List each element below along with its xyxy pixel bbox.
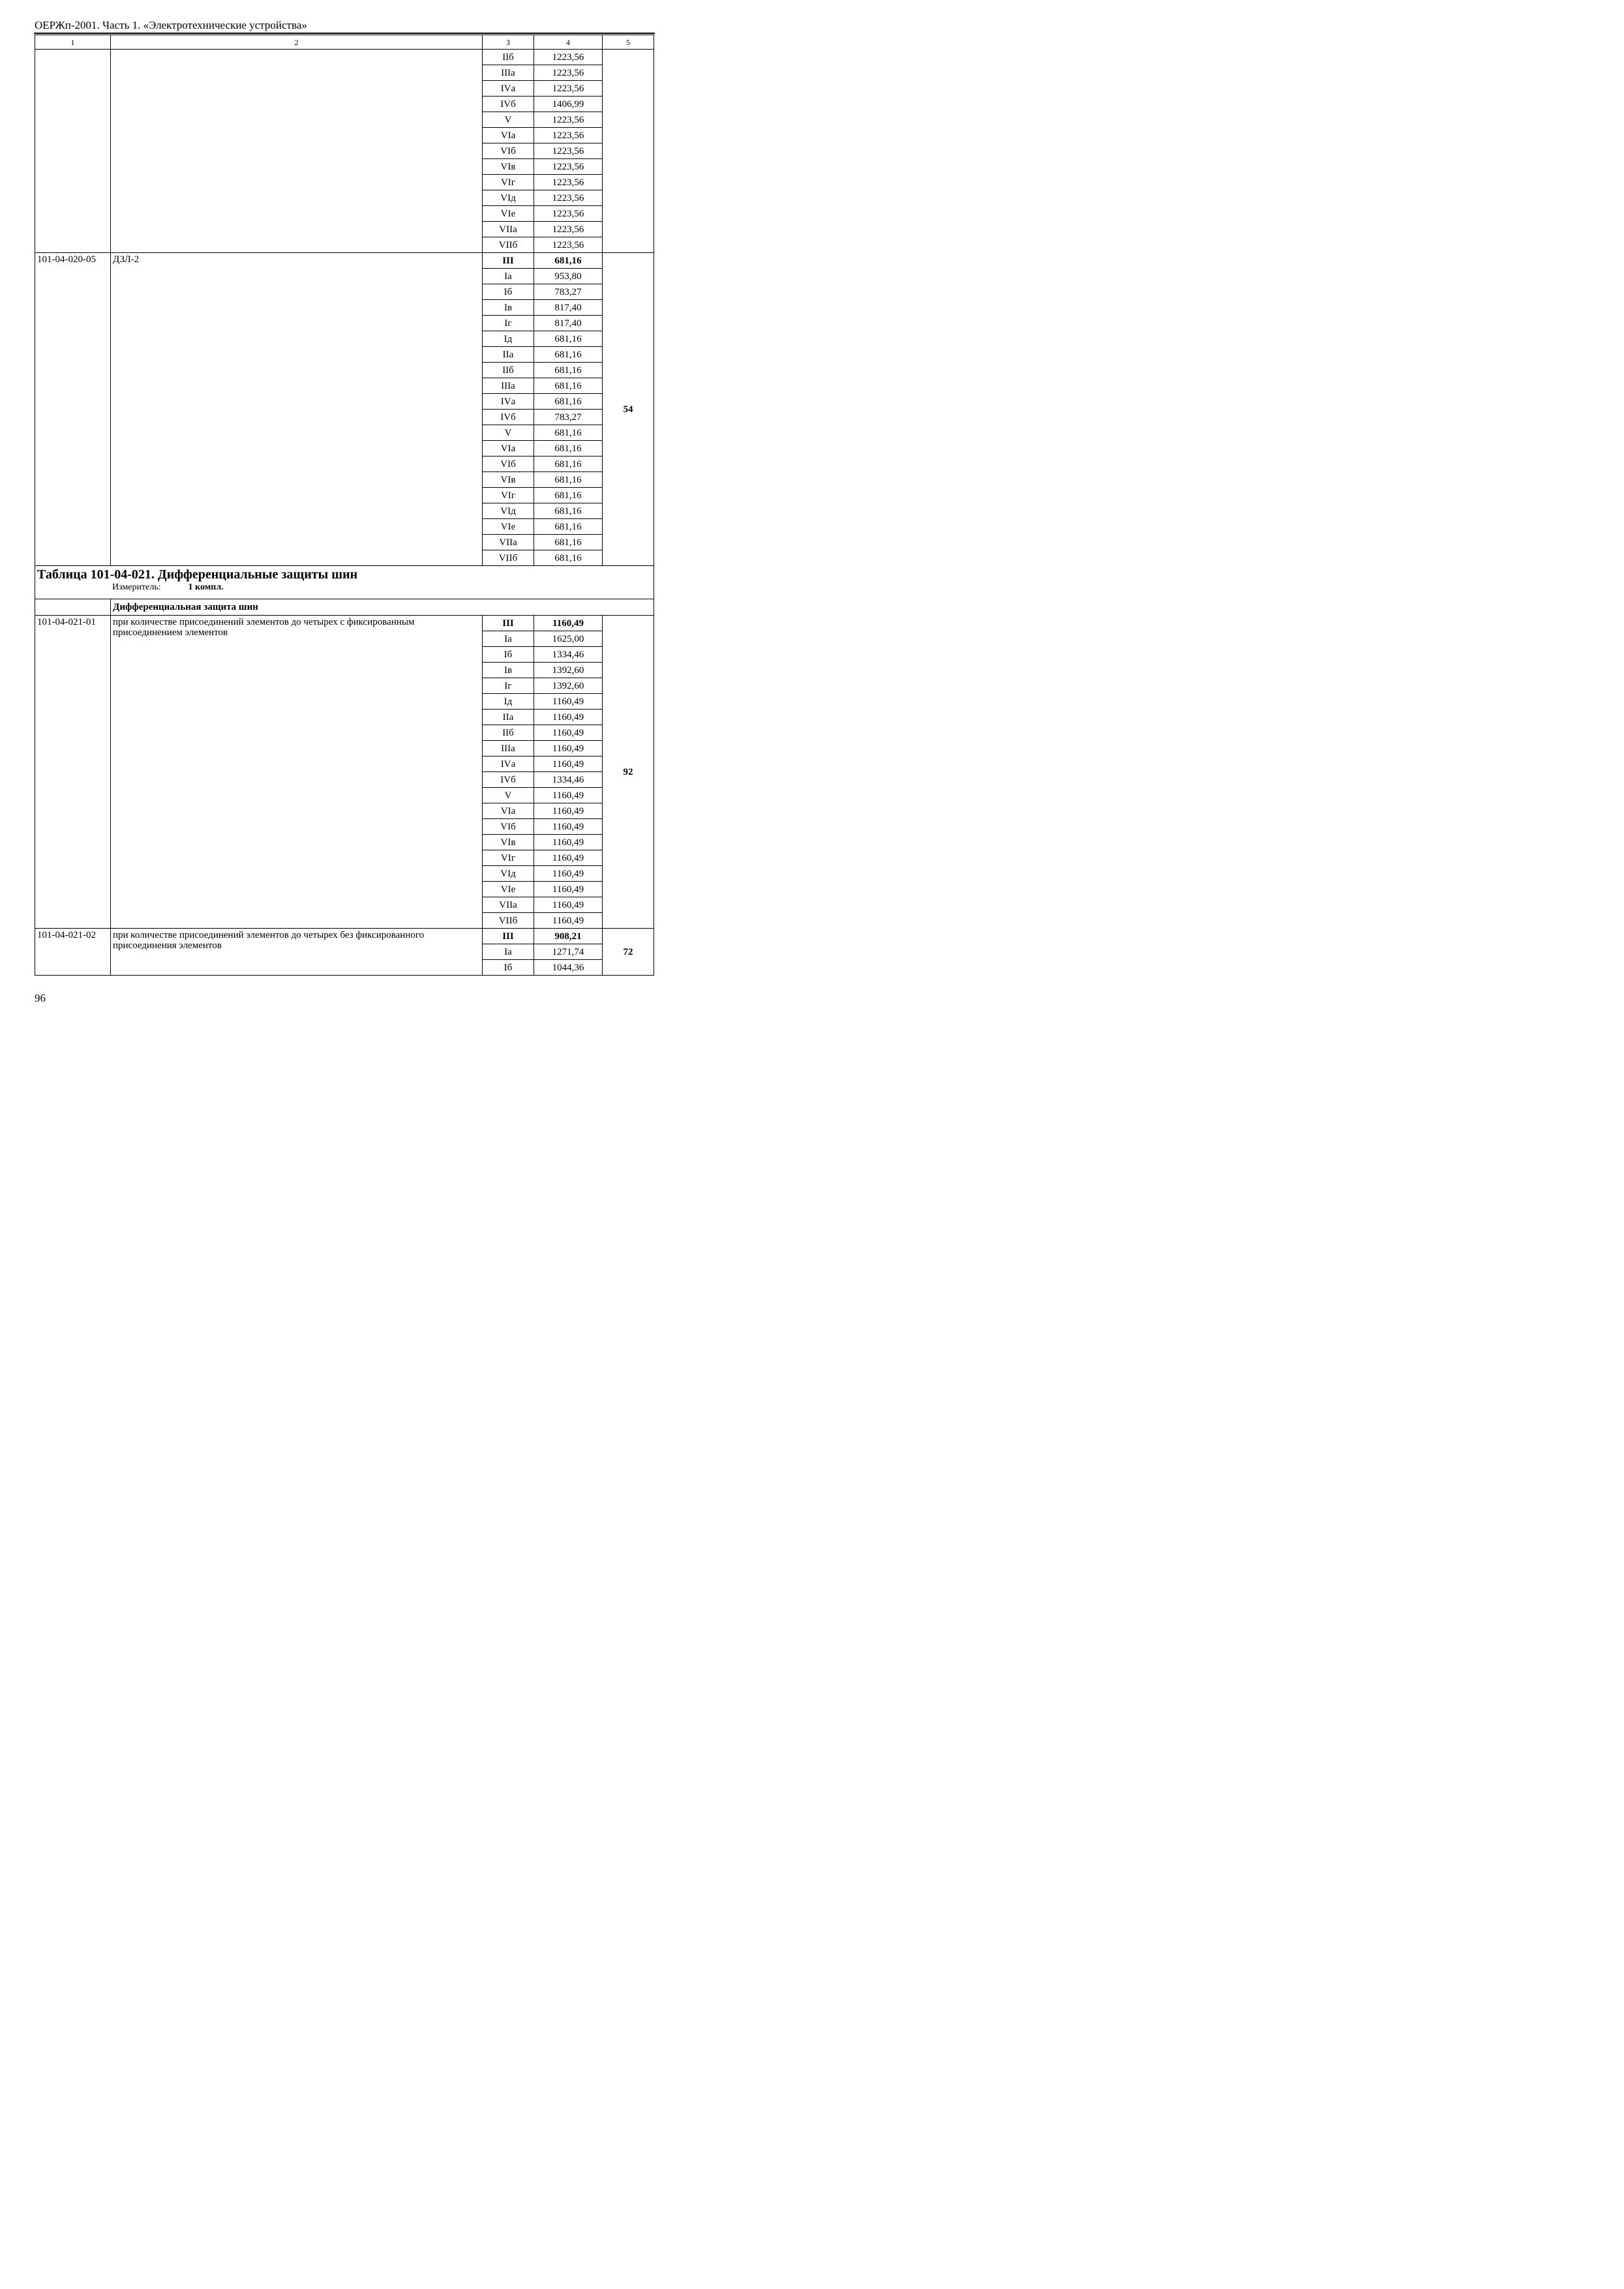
zone-cell: Iа: [483, 631, 534, 647]
zone-cell: VIд: [483, 503, 534, 519]
zone-cell: III: [483, 253, 534, 269]
zone-cell: VIIб: [483, 913, 534, 929]
zone-cell: Iб: [483, 647, 534, 663]
zone-cell: IVа: [483, 81, 534, 97]
price-cell: 1160,49: [534, 850, 603, 866]
price-cell: 1160,49: [534, 694, 603, 710]
table-row: [35, 616, 654, 631]
price-cell: 681,16: [534, 535, 603, 550]
zone-cell: IIIа: [483, 741, 534, 756]
price-cell: 681,16: [534, 503, 603, 519]
zone-cell: IIа: [483, 710, 534, 725]
header-rule: [34, 33, 655, 34]
quantity-cell: [603, 50, 654, 253]
price-table: [35, 35, 654, 976]
zone-cell: VIIа: [483, 222, 534, 237]
price-cell: 1392,60: [534, 663, 603, 678]
price-cell: 1160,49: [534, 882, 603, 897]
zone-cell: VIIа: [483, 897, 534, 913]
zone-cell: VIа: [483, 803, 534, 819]
zone-cell: Iд: [483, 694, 534, 710]
page-header: ОЕРЖп-2001. Часть 1. «Электротехнические устройства»: [35, 19, 307, 31]
price-cell: 681,16: [534, 363, 603, 378]
price-cell: 1160,49: [534, 819, 603, 835]
price-cell: 1160,49: [534, 741, 603, 756]
measure-line: [112, 582, 654, 593]
zone-cell: VIе: [483, 882, 534, 897]
price-cell: 1223,56: [534, 222, 603, 237]
zone-cell: Iд: [483, 331, 534, 347]
price-cell: 908,21: [534, 929, 603, 944]
zone-cell: IVб: [483, 772, 534, 788]
price-cell: 681,16: [534, 347, 603, 363]
price-cell: 1392,60: [534, 678, 603, 694]
price-cell: 1223,56: [534, 159, 603, 175]
zone-cell: VIв: [483, 472, 534, 488]
price-cell: 1160,49: [534, 866, 603, 882]
entry-code-cell: [35, 50, 111, 253]
zone-cell: V: [483, 112, 534, 128]
price-cell: 817,40: [534, 316, 603, 331]
zone-cell: VIIб: [483, 550, 534, 566]
measure-label: Измеритель:: [112, 582, 161, 592]
price-cell: 1160,49: [534, 803, 603, 819]
quantity-cell: 54: [603, 253, 654, 566]
section-title: Дифференциальная защита шин: [111, 599, 654, 616]
entry-code: 101-04-021-02: [35, 929, 111, 976]
zone-cell: Iа: [483, 269, 534, 284]
zone-cell: V: [483, 788, 534, 803]
price-cell: 681,16: [534, 519, 603, 535]
page-number: 96: [35, 992, 46, 1004]
column-number: 2: [111, 35, 483, 50]
price-cell: 681,16: [534, 378, 603, 394]
entry-description-cell: [111, 50, 483, 253]
price-cell: 1334,46: [534, 772, 603, 788]
price-cell: 953,80: [534, 269, 603, 284]
price-cell: 1044,36: [534, 960, 603, 976]
column-number: 4: [534, 35, 603, 50]
zone-cell: VIIа: [483, 535, 534, 550]
price-cell: 681,16: [534, 331, 603, 347]
zone-cell: Iб: [483, 960, 534, 976]
entry-description: при количестве присоединений элементов до четырех без фиксированного присоединения элементов: [111, 929, 483, 976]
price-cell: 817,40: [534, 300, 603, 316]
zone-cell: III: [483, 929, 534, 944]
zone-cell: VIб: [483, 143, 534, 159]
price-cell: 1223,56: [534, 143, 603, 159]
price-cell: 1223,56: [534, 206, 603, 222]
price-cell: 681,16: [534, 456, 603, 472]
section-title-row: [35, 599, 654, 616]
price-cell: 1625,00: [534, 631, 603, 647]
table-title-cell: [35, 566, 654, 599]
zone-cell: IIа: [483, 347, 534, 363]
measure-value: 1 компл.: [188, 582, 224, 592]
price-cell: 1223,56: [534, 237, 603, 253]
section-blank-cell: [35, 599, 111, 616]
zone-cell: VIе: [483, 206, 534, 222]
price-cell: 1160,49: [534, 788, 603, 803]
zone-cell: VIг: [483, 850, 534, 866]
price-cell: 681,16: [534, 488, 603, 503]
zone-cell: IVа: [483, 394, 534, 410]
quantity-cell: 72: [603, 929, 654, 976]
price-cell: 1160,49: [534, 616, 603, 631]
zone-cell: VIа: [483, 441, 534, 456]
entry-description: ДЗЛ-2: [111, 253, 483, 566]
zone-cell: III: [483, 616, 534, 631]
price-cell: 1223,56: [534, 128, 603, 143]
price-cell: 1334,46: [534, 647, 603, 663]
price-table-body: [35, 35, 654, 976]
column-number-row: [35, 35, 654, 50]
price-cell: 1160,49: [534, 835, 603, 850]
zone-cell: Iг: [483, 316, 534, 331]
zone-cell: V: [483, 425, 534, 441]
price-cell: 1160,49: [534, 897, 603, 913]
price-cell: 681,16: [534, 394, 603, 410]
price-cell: 1223,56: [534, 81, 603, 97]
price-cell: 681,16: [534, 425, 603, 441]
zone-cell: IVб: [483, 410, 534, 425]
price-cell: 1223,56: [534, 190, 603, 206]
entry-code: 101-04-020-05: [35, 253, 111, 566]
entry-code: 101-04-021-01: [35, 616, 111, 929]
table-title: Таблица 101-04-021. Дифференциальные защиты шин: [37, 567, 358, 582]
zone-cell: VIг: [483, 175, 534, 190]
price-cell: 1160,49: [534, 725, 603, 741]
zone-cell: VIв: [483, 835, 534, 850]
zone-cell: VIIб: [483, 237, 534, 253]
zone-cell: IVа: [483, 756, 534, 772]
price-cell: 1223,56: [534, 50, 603, 65]
price-cell: 1406,99: [534, 97, 603, 112]
zone-cell: Iа: [483, 944, 534, 960]
zone-cell: IIIа: [483, 378, 534, 394]
price-cell: 681,16: [534, 472, 603, 488]
table-row: [35, 929, 654, 944]
zone-cell: VIа: [483, 128, 534, 143]
zone-cell: IIб: [483, 50, 534, 65]
column-number: 1: [35, 35, 111, 50]
zone-cell: Iг: [483, 678, 534, 694]
zone-cell: VIб: [483, 456, 534, 472]
zone-cell: IIIа: [483, 65, 534, 81]
zone-cell: VIв: [483, 159, 534, 175]
table-row: [35, 253, 654, 269]
zone-cell: Iб: [483, 284, 534, 300]
zone-cell: IIб: [483, 363, 534, 378]
zone-cell: IVб: [483, 97, 534, 112]
zone-cell: VIе: [483, 519, 534, 535]
price-cell: 1223,56: [534, 112, 603, 128]
price-cell: 1160,49: [534, 913, 603, 929]
price-cell: 1160,49: [534, 710, 603, 725]
zone-cell: Iв: [483, 300, 534, 316]
price-cell: 681,16: [534, 441, 603, 456]
column-number: 5: [603, 35, 654, 50]
table-row: [35, 50, 654, 65]
price-cell: 1223,56: [534, 175, 603, 190]
entry-description: при количестве присоединений элементов до четырех с фиксированным присоединением элементов: [111, 616, 483, 929]
price-cell: 1271,74: [534, 944, 603, 960]
column-number: 3: [483, 35, 534, 50]
price-cell: 783,27: [534, 410, 603, 425]
price-cell: 1223,56: [534, 65, 603, 81]
zone-cell: VIд: [483, 866, 534, 882]
price-cell: 1160,49: [534, 756, 603, 772]
price-cell: 681,16: [534, 253, 603, 269]
zone-cell: Iв: [483, 663, 534, 678]
zone-cell: IIб: [483, 725, 534, 741]
zone-cell: VIд: [483, 190, 534, 206]
quantity-cell: 92: [603, 616, 654, 929]
table-title-row: [35, 566, 654, 599]
price-cell: 681,16: [534, 550, 603, 566]
zone-cell: VIб: [483, 819, 534, 835]
price-cell: 783,27: [534, 284, 603, 300]
zone-cell: VIг: [483, 488, 534, 503]
